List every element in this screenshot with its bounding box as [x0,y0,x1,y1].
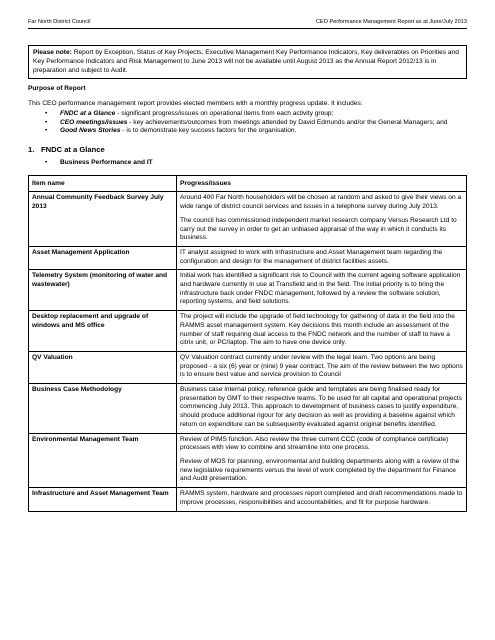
item-name: Desktop replacement and upgrade of windows and MS office [29,311,177,352]
page-header [28,10,467,29]
column-header-item: Item name [29,175,177,192]
notice-box [28,45,467,79]
progress-paragraph: Business case internal policy, reference guide and templates are being finalised ready for presentation by GMT to their respective teams. To be used for all capital and operational projects commencing July 2013. This approach to development of business cases to justify expenditure, should produce additional rigour for any decision as well as providing a baseline against which return on expenditure can be subsequently evaluated against original benefits identified. [180,386,462,428]
header-organisation: Far North District Council [28,19,91,25]
table-row [29,351,467,383]
bullet-term: Good News Stories [60,127,121,135]
subsection-title: Business Performance and IT [60,159,153,167]
section-number: 1. [28,145,35,154]
bullet-text: - is to demonstrate key success factors for the organisation. [120,127,297,135]
item-progress [177,246,467,269]
item-name: QV Valuation [29,351,177,383]
item-name: Business Case Methodology [29,384,177,434]
section-title: FNDC at a Glance [41,145,105,154]
item-name: Telemetry System (monitoring of water and wastewater) [29,270,177,311]
purpose-heading: Purpose of Report [28,85,86,93]
item-name: Environmental Management Team [29,433,177,488]
bullet-term: FNDC at a Glance [60,109,116,117]
item-name: Infrastructure and Asset Management Team [29,488,177,511]
table-row [29,192,467,247]
purpose-bullet [45,119,467,128]
progress-table [28,175,467,512]
table-row [29,384,467,434]
item-progress [177,488,467,511]
item-progress [177,351,467,383]
item-progress [177,433,467,488]
bullet-term: CEO meetings/issues [60,118,128,126]
progress-paragraph: IT analyst assigned to work with Infrastructure and Asset Management team regarding the configuration and design for the management of district facilities assets. [180,248,443,265]
table-row [29,433,467,488]
progress-paragraph: Around 400 Far North householders will be chosen at random and asked to give their views on a wide range of district council services and issues in a telephone survey during July 2013. [180,194,462,211]
column-header-progress: Progress/issues [177,175,467,192]
item-progress [177,311,467,352]
purpose-bullet [45,127,467,136]
subsection-heading [28,159,467,168]
table-row [29,311,467,352]
table-row [29,488,467,511]
table-header-row [29,175,467,192]
bullet-text: - key achievements/outcomes from meetings attended by David Edmunds and/or the General Managers; and [127,118,448,126]
purpose-intro: This CEO performance management report provides elected members with a monthly progress update. It includes: [28,100,363,108]
item-progress [177,270,467,311]
progress-paragraph: Initial work has identified a significant risk to Council with the current ageing software application and hardware currently in use at Transfield and in the field. The initial priority is to bring the infrastructure back under FNDC management, followed by a review the software solution, reporting systems, and field solutions. [180,272,461,306]
item-progress [177,192,467,247]
item-name: Asset Management Application [29,246,177,269]
purpose-bullet-list [28,110,467,136]
table-row [29,246,467,269]
section-heading [28,145,467,155]
progress-paragraph: RAMMS system, hardware and processes report completed and draft recommendations made to improve processes, responsibilities and accountabilities, and fit for purpose hardware. [180,490,463,506]
table-row [29,270,467,311]
progress-paragraph: QV Valuation contract currently under review with the legal team. Two options are being proposed - a six (6) year or (nine) 9 year contract. The aim of the review between the two options is to ensure best value and service provision to Council [180,353,463,379]
bullet-text: - significant progress/issues on operational items from each activity group; [115,109,334,117]
purpose-bullet [45,110,467,119]
progress-paragraph: The council has commissioned independent market research company Versus Research Ltd to carry out the survey in order to get an unbiased appraisal of the way in which it conducts its business. [180,216,457,242]
item-progress [177,384,467,434]
header-report-title: CEO Performance Management Report as at June/July 2013 [315,19,467,25]
notice-label: Please note: [33,49,72,57]
bullet-icon: • [45,159,48,167]
progress-paragraph: Review of PIMS function. Also review the three current CCC (code of compliance certificate) processes with view to combine and streamline into one process. [180,435,449,452]
notice-text: Report by Exception, Status of Key Projects, Executive Management Key Performance Indicators, Key deliverables on Priorities and Key Performance Indicators and Risk Management to June 2013 will not be available until August 2013 as the Annual Report 2012/13 is in preparation and subject to Audit. [33,49,459,74]
progress-paragraph: The project will include the upgrade of field technology for gathering of data in the field into the RAMMS asset management system. Key decisions this month include an assessment of the number of staff requiring dual access to the FNDC network and the number of staff to have a citrix unit, or PC/laptop. The aim to have one device only. [180,313,455,347]
progress-paragraph: Review of MOS for planning, environmental and building departments along with a review of the new legislative requirements versus the level of work completed by the department for Finance and Audit presentation. [180,458,460,483]
item-name: Annual Community Feedback Survey July 2013 [29,192,177,247]
